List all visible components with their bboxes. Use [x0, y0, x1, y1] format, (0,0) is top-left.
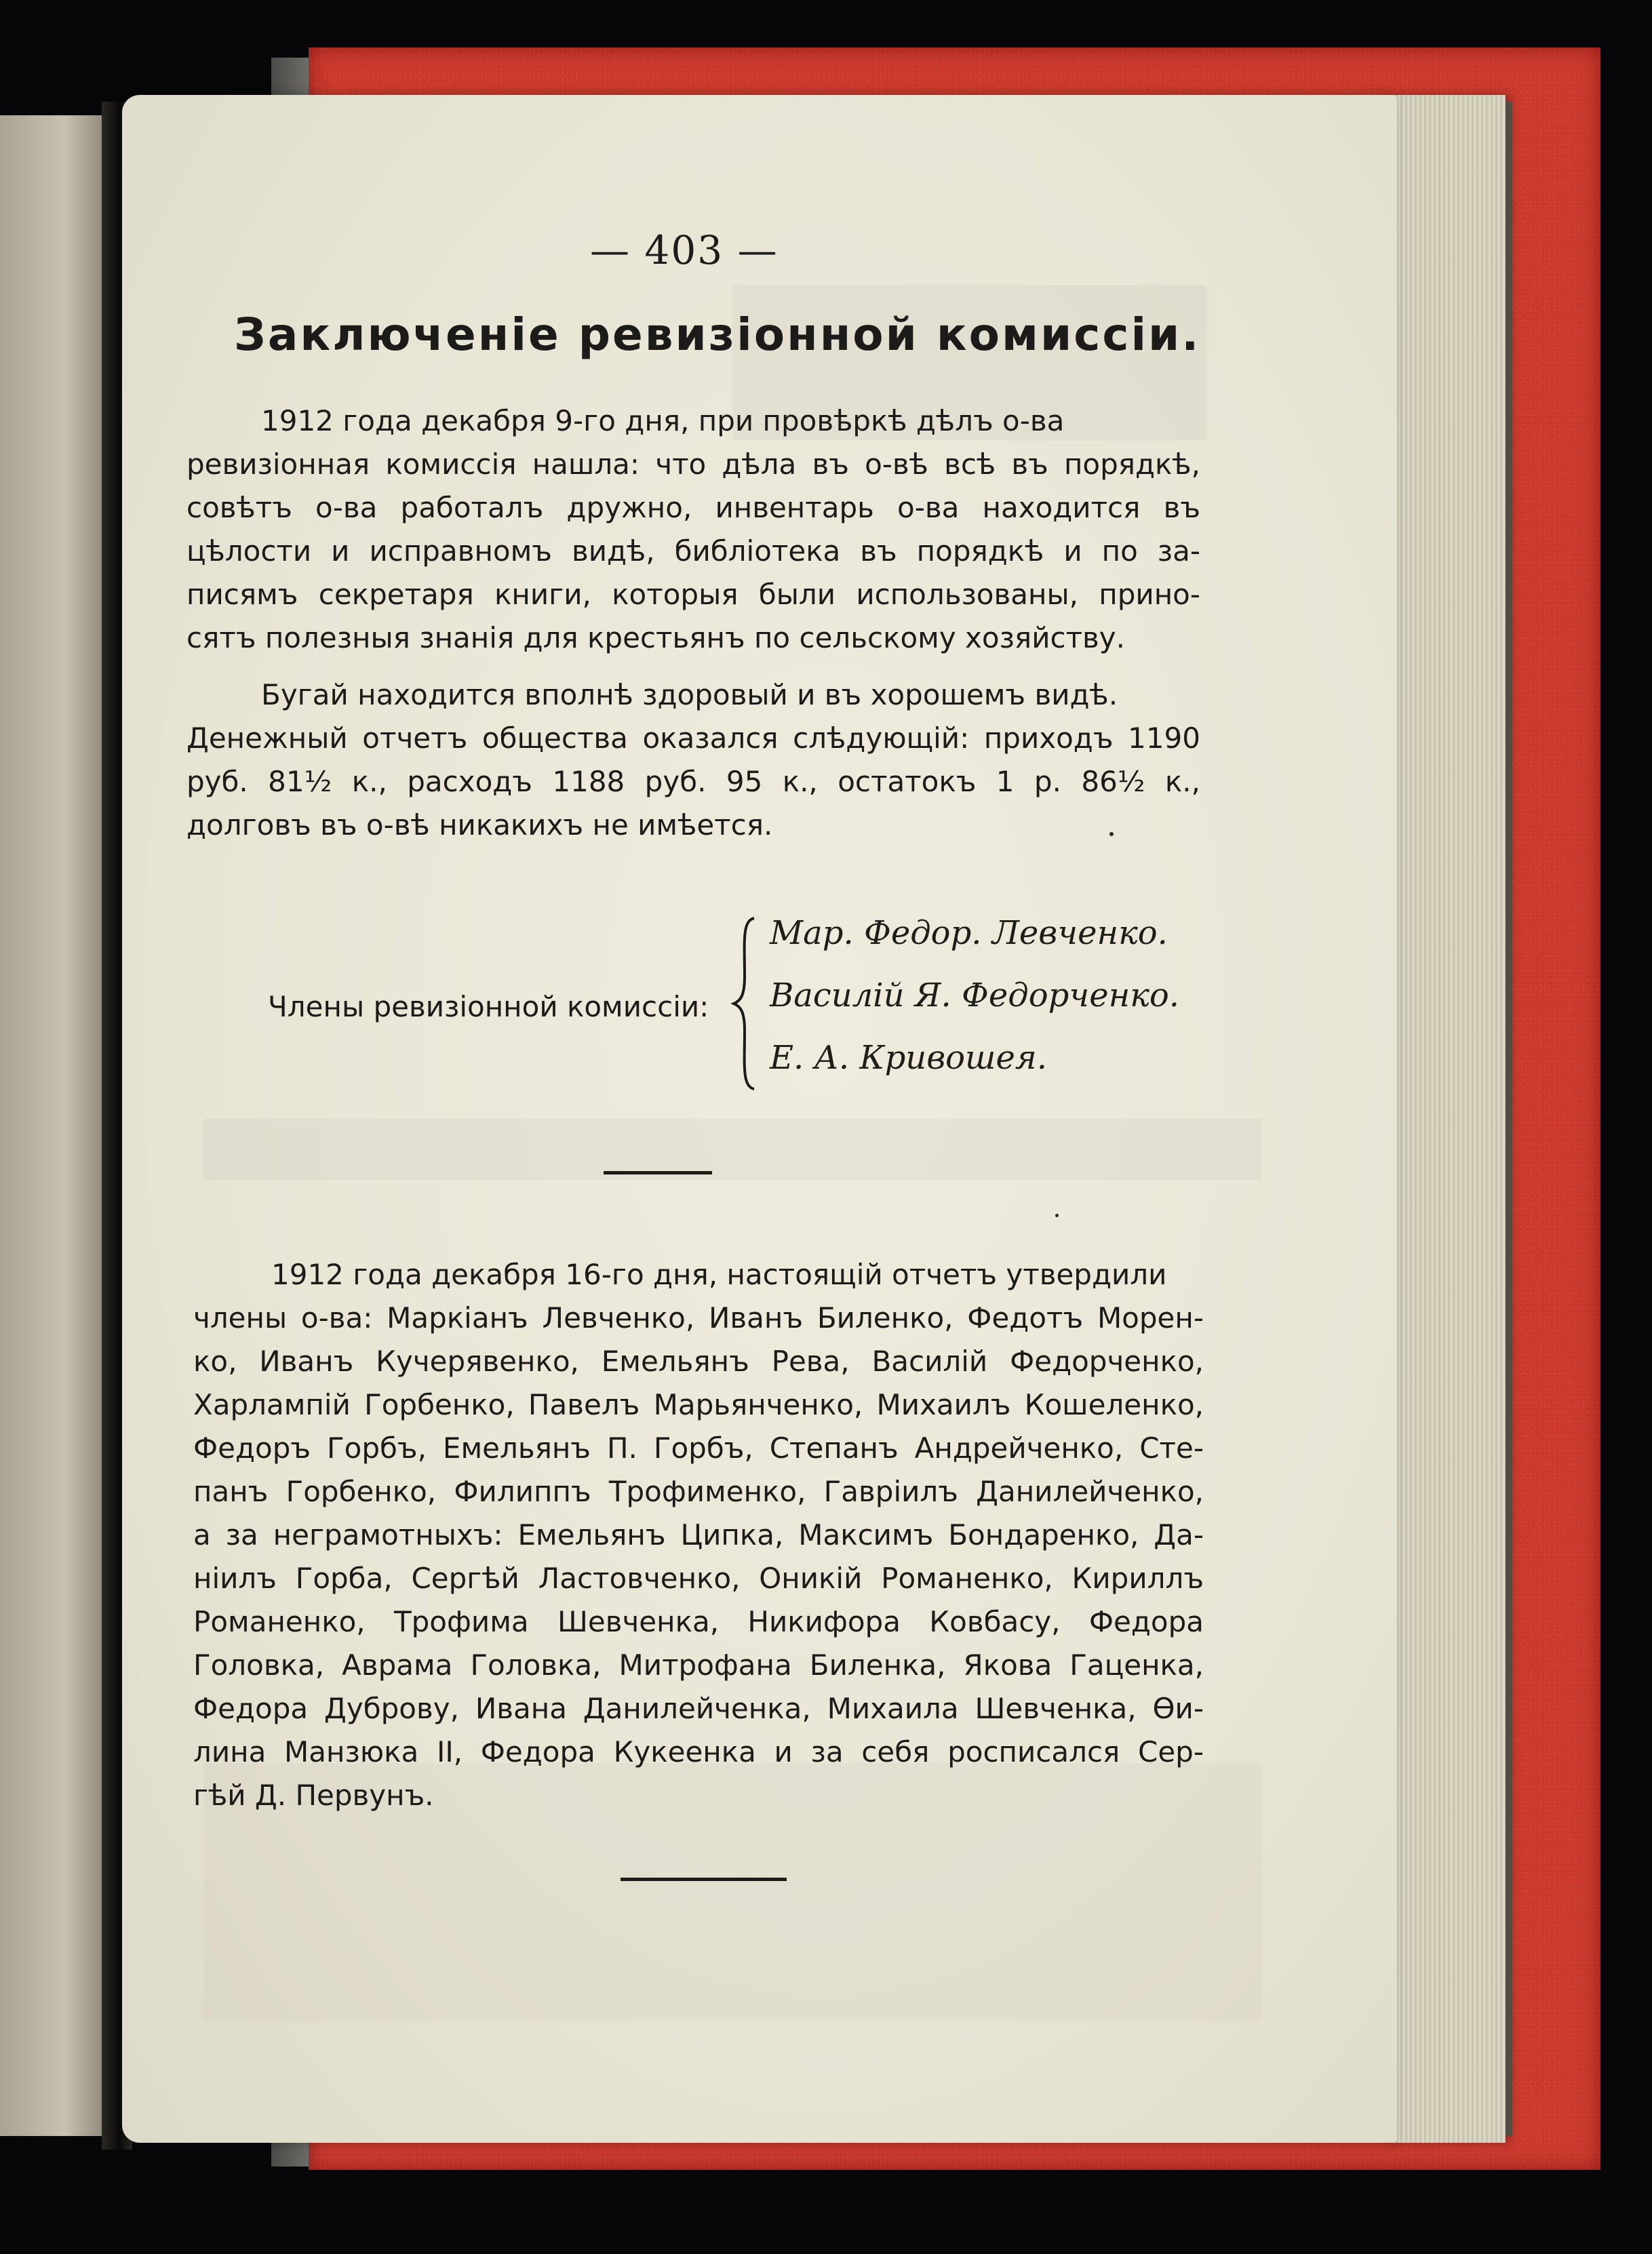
ink-speck: [1055, 1214, 1059, 1217]
ink-speck: [1109, 832, 1114, 836]
text-line: лина Манзюка II, Федора Кукеенка и за себя росписался Сер-: [193, 1735, 1204, 1768]
text-line: Головка, Аврама Головка, Митрофана Биленка, Якова Гаценка,: [193, 1648, 1204, 1682]
text-line: члены о-ва: Маркiанъ Левченко, Иванъ Биленко, Федотъ Морен-: [193, 1301, 1204, 1334]
text-line: Харлампiй Горбенко, Павелъ Марьянченко, Михаилъ Кошеленко,: [193, 1388, 1204, 1421]
text-line: Бугай находится вполнѣ здоровый и въ хорошемъ видѣ.: [261, 678, 1118, 711]
text-line: Федора Дуброву, Ивана Данилейченка, Михаила Шевченка, Ѳи-: [193, 1692, 1204, 1725]
text-line: 1912 года декабря 9-го дня, при провѣркѣ дѣлъ о-ва: [261, 404, 1065, 437]
text-line: 1912 года декабря 16-го дня, настоящiй отчетъ утвердили: [271, 1258, 1167, 1291]
signature-1: Мар. Федор. Левченко.: [770, 914, 1168, 952]
text-line: Денежный отчетъ общества оказался слѣдующiй: приходъ 1190: [186, 721, 1200, 755]
left-facing-page-edge: [0, 115, 119, 2136]
page-number: — 403 —: [590, 227, 779, 273]
text-line: Федоръ Горбъ, Емельянъ П. Горбъ, Степанъ Андрейченко, Сте-: [193, 1431, 1204, 1465]
page-block-edges: [1383, 95, 1506, 2143]
section-divider: [604, 1171, 712, 1174]
text-line: писямъ секретаря книги, которыя были использованы, прино-: [186, 578, 1200, 611]
text-line: гѣй Д. Первунъ.: [193, 1779, 434, 1812]
show-through-block: [203, 1119, 1261, 1180]
text-line: ко, Иванъ Кучерявенко, Емельянъ Рева, Василiй Федорченко,: [193, 1345, 1204, 1378]
text-line: панъ Горбенко, Филиппъ Трофименко, Гаврiилъ Данилейченко,: [193, 1475, 1204, 1508]
text-line: сятъ полезныя знанiя для крестьянъ по сельскому хозяйству.: [186, 621, 1126, 654]
text-line: долговъ въ о-вѣ никакихъ не имѣется.: [186, 808, 773, 842]
text-line: ревизiонная комиссiя нашла: что дѣла въ о-вѣ всѣ въ порядкѣ,: [186, 448, 1200, 481]
text-line: Романенко, Трофима Шевченка, Никифора Ковбасу, Федора: [193, 1605, 1204, 1638]
text-line: цѣлости и исправномъ видѣ, библiотека въ порядкѣ и по за-: [186, 534, 1200, 568]
members-label: Члены ревизiонной комиссiи:: [268, 990, 709, 1023]
text-line: руб. 81½ к., расходъ 1188 руб. 95 к., остатокъ 1 р. 86½ к.,: [186, 765, 1200, 798]
curly-brace-icon: [731, 915, 758, 1092]
signature-3: Е. А. Кривошея.: [770, 1039, 1047, 1077]
end-divider: [621, 1878, 787, 1881]
text-line: совѣтъ о-ва работалъ дружно, инвентарь о-ва находится въ: [186, 491, 1200, 524]
text-line: нiилъ Горба, Сергѣй Ластовченко, Оникiй Романенко, Кириллъ: [193, 1562, 1204, 1595]
signature-2: Василiй Я. Федорченко.: [770, 976, 1180, 1014]
text-line: а за неграмотныхъ: Емельянъ Ципка, Максимъ Бондаренко, Да-: [193, 1518, 1204, 1551]
book-page: [122, 95, 1397, 2143]
page-title: Заключенiе ревизiонной комиссiи.: [234, 309, 1201, 361]
